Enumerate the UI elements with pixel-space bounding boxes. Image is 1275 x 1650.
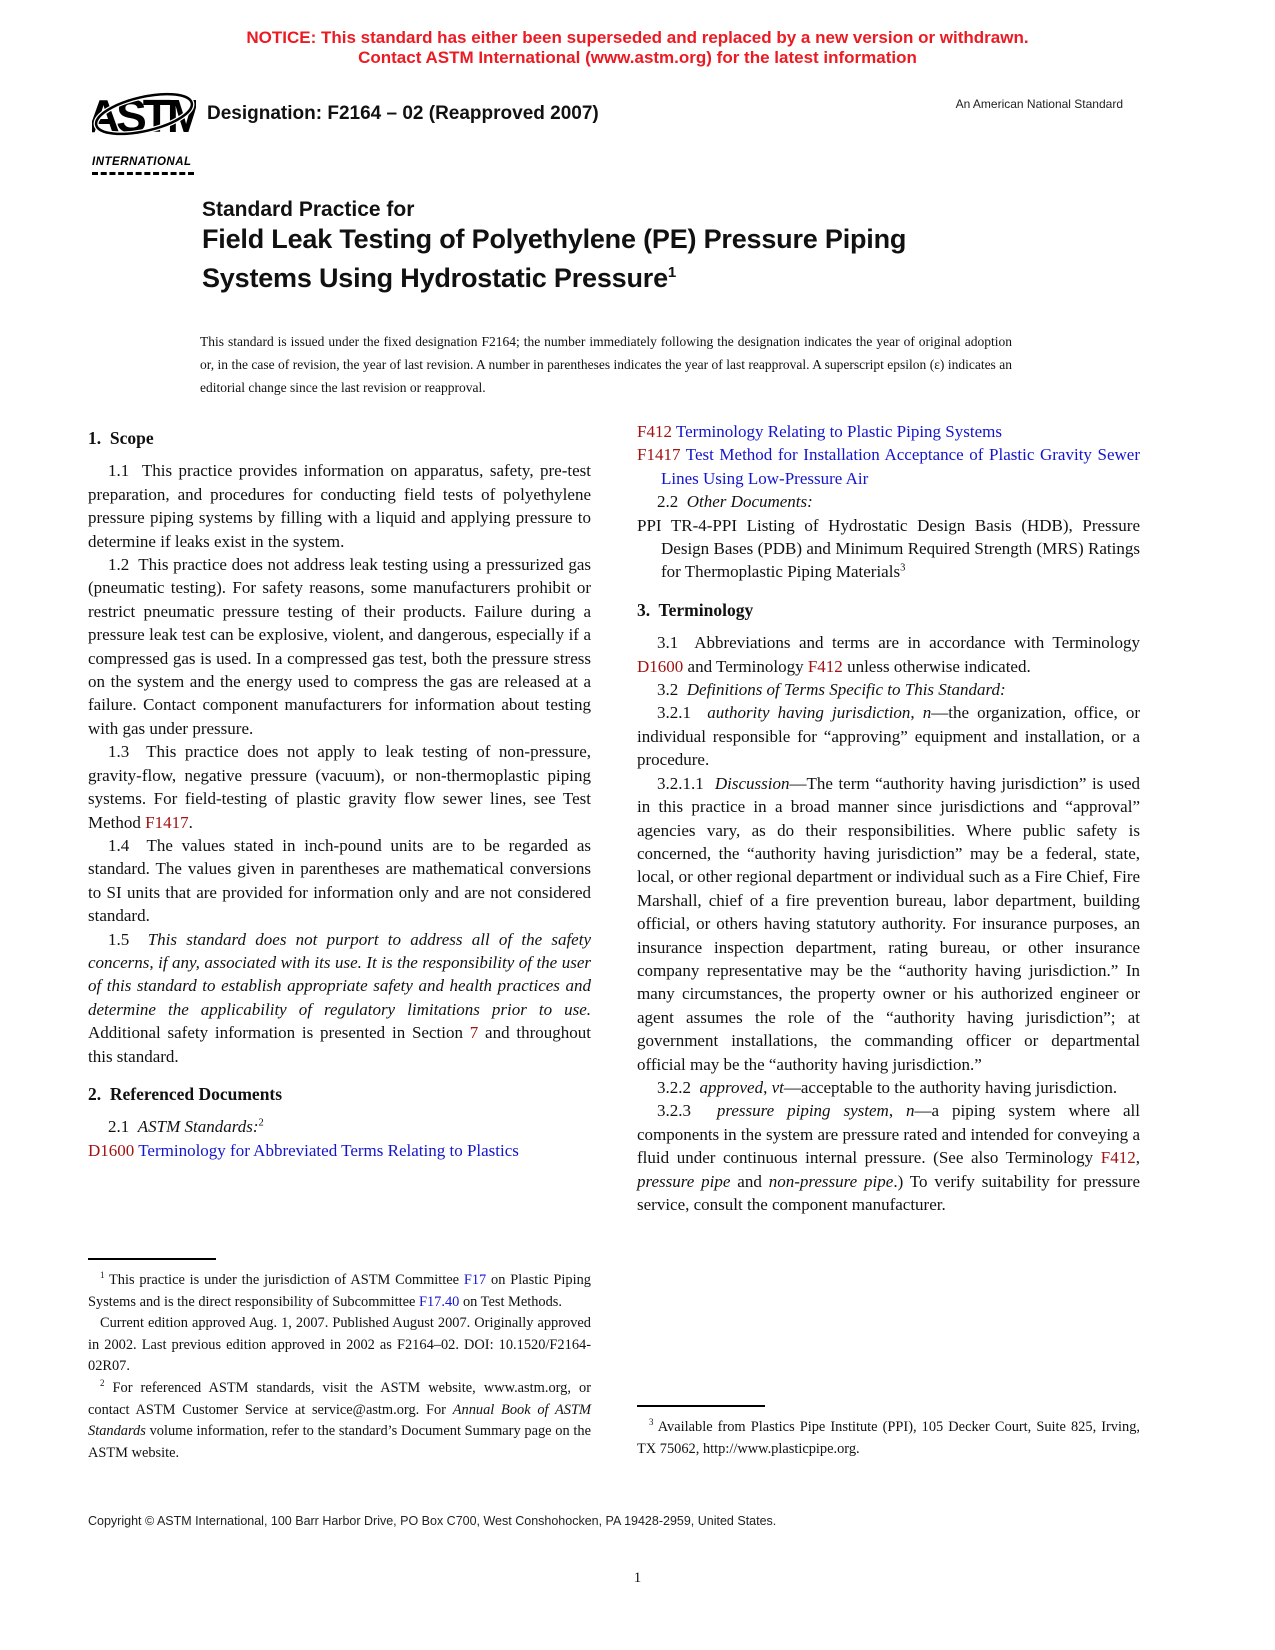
text-segment: , bbox=[763, 1077, 772, 1097]
text-segment: , bbox=[1135, 1148, 1140, 1168]
title-line-1: Field Leak Testing of Polyethylene (PE) Pressure Piping bbox=[202, 224, 907, 254]
text-segment: n bbox=[906, 1101, 915, 1121]
astm-logo-dash-rule bbox=[92, 172, 194, 175]
paragraph bbox=[637, 701, 1140, 771]
paragraph bbox=[637, 514, 1140, 584]
reference-link[interactable]: Terminology for Abbreviated Terms Relating to Plastics bbox=[134, 1140, 519, 1160]
reference-link[interactable]: F1417 bbox=[637, 445, 681, 465]
paragraph bbox=[637, 772, 1140, 1076]
page-number: 1 bbox=[633, 1570, 642, 1586]
text-segment: Other Documents: bbox=[686, 492, 813, 512]
text-segment: , bbox=[888, 1101, 906, 1121]
section-heading: 1. Scope bbox=[88, 428, 154, 448]
footnotes-right-body bbox=[637, 1417, 1140, 1460]
text-segment: 3.2.2 bbox=[657, 1077, 700, 1097]
title-line-2 bbox=[202, 256, 1032, 295]
text-segment: For referenced ASTM standards, visit the ASTM website, www.astm.org, or contact ASTM Customer Service at service@astm.org. For bbox=[88, 1379, 591, 1418]
reference-link[interactable]: F412 bbox=[807, 656, 843, 676]
text-segment: —The term “authority having jurisdiction” is used in this practice in a broad manner since jurisdictions and “approval” agencies vary, as do their responsibilities. Where public safety is concerned, the “authority having jurisdiction” may be a federal, state, local, or other regional department or individual such as a Fire Chief, Fire Marshall, chief of a fire prevention bureau, labor department, building official, or others having statutory authority. For insurance purposes, an insurance inspection department, rating bureau, or other insurance company representative may be the “authority having jurisdiction.” In many circumstances, the property owner or his authorized engineer or agent assumes the role of the “authority having jurisdiction”; at government installations, the commanding officer or departmental official may be the “authority having jurisdiction.” bbox=[637, 773, 1140, 1074]
text-segment: 3.2.1.1 bbox=[657, 773, 715, 793]
text-segment: non-pressure pipe bbox=[768, 1171, 894, 1191]
paragraph bbox=[637, 1417, 1140, 1460]
text-segment: approved bbox=[699, 1077, 764, 1097]
text-segment: .) To verify suitability for pressure service, consult the component manufacturer. bbox=[637, 1171, 1141, 1214]
notice-line-1: NOTICE: This standard has either been superseded and replaced by a new version or withdrawn. bbox=[246, 28, 1029, 47]
paragraph bbox=[88, 1115, 591, 1138]
reference-link[interactable]: F412 bbox=[1100, 1148, 1136, 1168]
section-heading: 3. Terminology bbox=[637, 599, 754, 620]
text-segment: 1.5 bbox=[108, 929, 148, 949]
footnotes-left-body bbox=[88, 1270, 591, 1464]
text-segment: and throughout this standard. bbox=[88, 1023, 591, 1066]
paragraph bbox=[637, 490, 1140, 513]
text-segment: ASTM Standards: bbox=[137, 1117, 259, 1137]
astm-logo-letters: ASTM bbox=[92, 90, 196, 142]
reference-link[interactable]: Test Method for Installation Acceptance of Plastic Gravity Sewer Lines Using Low-Pressure Air bbox=[661, 445, 1140, 488]
text-segment: and bbox=[730, 1171, 769, 1191]
text-segment: on Test Methods. bbox=[459, 1293, 563, 1310]
issue-note: This standard is issued under the fixed designation F2164; the number immediately following the designation indicates the year of original adoption or, in the case of revision, the year of last revision. A number in parentheses indicates the year of last reapproval. A superscript epsilon (ε) indicates an editorial change since the last revision or reapproval. bbox=[200, 334, 1012, 395]
text-segment: 1.3 This practice does not apply to leak testing of non-pressure, gravity-flow, negative pressure (vacuum), or non-thermoplastic piping systems. For field-testing of plastic gravity flow sewer lines, see Test Method bbox=[88, 742, 591, 832]
text-segment: , bbox=[910, 703, 923, 723]
reference-link[interactable]: Terminology Relating to Plastic Piping Systems bbox=[671, 422, 1002, 441]
designation-heading: Designation: F2164 – 02 (Reapproved 2007) bbox=[207, 103, 599, 124]
paragraph bbox=[637, 631, 1140, 678]
text-segment: 2 bbox=[258, 1117, 264, 1129]
document-title bbox=[202, 197, 1032, 295]
paragraph bbox=[88, 1270, 591, 1313]
astm-logo-graphic bbox=[92, 80, 196, 150]
paragraph bbox=[88, 928, 591, 1068]
text-segment: . bbox=[188, 812, 193, 832]
paragraph bbox=[637, 1099, 1140, 1216]
text-segment: 3.2 bbox=[657, 680, 687, 700]
title-kicker: Standard Practice for bbox=[202, 198, 415, 221]
ansi-label: An American National Standard bbox=[955, 97, 1123, 111]
text-segment: This standard does not purport to address all of the safety concerns, if any, associated with its use. It is the responsibility of the user of this standard to establish appropriate safety and health practices and determine the applicability of regulatory limitations prior to use. bbox=[88, 929, 591, 1019]
reference-link[interactable]: F412 bbox=[637, 422, 672, 441]
text-segment: 3.2.1 bbox=[657, 703, 708, 723]
text-segment: Discussion bbox=[714, 773, 790, 793]
text-segment: pressure piping system bbox=[716, 1101, 889, 1121]
footnotes-right bbox=[637, 1405, 1140, 1460]
paragraph bbox=[88, 553, 591, 740]
footnote-rule bbox=[88, 1258, 216, 1260]
text-segment: Annual Book of ASTM Standards bbox=[88, 1401, 591, 1440]
reference-link[interactable]: F17 bbox=[463, 1272, 487, 1288]
paragraph bbox=[88, 1139, 591, 1162]
paragraph bbox=[88, 834, 591, 928]
astm-logo bbox=[92, 80, 200, 175]
paragraph bbox=[88, 1313, 591, 1378]
section-heading: 2. Referenced Documents bbox=[88, 1083, 283, 1104]
paragraph bbox=[637, 420, 1140, 443]
text-segment: 2.2 bbox=[657, 492, 687, 512]
text-segment: PPI TR-4-PPI Listing of Hydrostatic Design Basis (HDB), Pressure Design Bases (PDB) and Minimum Required Strength (MRS) Ratings for Thermoplastic Piping Materials bbox=[637, 515, 1140, 582]
text-segment: vt bbox=[771, 1077, 784, 1097]
text-segment: and Terminology bbox=[683, 656, 808, 676]
right-column bbox=[637, 420, 1140, 1216]
paragraph bbox=[637, 443, 1140, 490]
paragraph bbox=[637, 678, 1140, 701]
paragraph bbox=[637, 1076, 1140, 1099]
footnotes-left bbox=[88, 1258, 591, 1464]
text-segment: 3.1 Abbreviations and terms are in accordance with Terminology bbox=[657, 633, 1140, 653]
reference-link[interactable]: F1417 bbox=[145, 812, 189, 832]
copyright-line: Copyright © ASTM International, 100 Barr Harbor Drive, PO Box C700, West Conshohocken, PA 19428-2959, United States. bbox=[88, 1514, 777, 1528]
text-segment: 1.1 This practice provides information on apparatus, safety, pre-test preparation, and procedures for conducting field tests of polyethylene pressure piping systems by filling with a liquid and applying pressure to determine if leaks exist in the system. bbox=[88, 461, 591, 551]
text-segment: 3 bbox=[649, 1417, 654, 1428]
text-segment: 1.2 This practice does not address leak testing using a pressurized gas (pneumatic testing). For safety reasons, some manufacturers prohibit or restrict pneumatic pressure testing of their products. Failure during a pressure leak test can be explosive, violent, and dangerous, especially if a compressed gas is used. In a compressed gas test, both the pressure stress on the system and the energy used to compress the gas are released at a failure. Contact component manufacturers for information about testing with gas under pressure. bbox=[88, 555, 591, 738]
reference-link[interactable]: D1600 bbox=[88, 1140, 135, 1160]
left-column bbox=[88, 420, 591, 1162]
text-segment: Current edition approved Aug. 1, 2007. Published August 2007. Originally approved in 2002. Last previous edition approved in 2002 as F2164–02. DOI: 10.1520/F2164-02R07. bbox=[88, 1315, 591, 1375]
paragraph bbox=[88, 740, 591, 834]
reference-link[interactable]: D1600 bbox=[637, 656, 684, 676]
reference-link[interactable]: F17.40 bbox=[418, 1293, 460, 1310]
text-segment: 2 bbox=[100, 1378, 105, 1389]
text-segment: Additional safety information is presented in Section bbox=[88, 1023, 470, 1043]
reference-link[interactable]: 7 bbox=[469, 1023, 479, 1043]
text-segment: This practice is under the jurisdiction of ASTM Committee bbox=[104, 1272, 464, 1288]
paragraph bbox=[88, 1378, 591, 1464]
text-segment: —acceptable to the authority having jurisdiction. bbox=[783, 1077, 1118, 1097]
astm-logo-international-label: INTERNATIONAL bbox=[92, 156, 192, 168]
footnote-rule bbox=[637, 1405, 765, 1407]
text-segment: volume information, refer to the standard’s Document Summary page on the ASTM website. bbox=[88, 1423, 591, 1461]
text-segment: n bbox=[922, 703, 932, 723]
title-line-2-text: Systems Using Hydrostatic Pressure bbox=[202, 263, 668, 293]
text-segment: on Plastic Piping Systems and is the direct responsibility of Subcommittee bbox=[88, 1272, 591, 1310]
paragraph bbox=[88, 459, 591, 553]
text-segment: Definitions of Terms Specific to This Standard: bbox=[686, 680, 1006, 700]
text-segment: 1 bbox=[100, 1270, 105, 1281]
notice-line-2: Contact ASTM International (www.astm.org) for the latest information bbox=[358, 48, 917, 67]
text-segment: —a piping system where all components in the system are pressure rated and intended for conveying a fluid under continuous internal pressure. (See also Terminology bbox=[637, 1101, 1140, 1168]
text-segment: Available from Plastics Pipe Institute (PPI), 105 Decker Court, Suite 825, Irving, TX 75062, http://www.plasticpipe.org. bbox=[637, 1419, 1140, 1457]
text-segment: —the organization, office, or individual responsible for “approving” equipment and installation, or a procedure. bbox=[637, 703, 1141, 770]
title-footnote-marker: 1 bbox=[667, 264, 677, 281]
text-segment: 3.2.3 bbox=[657, 1101, 717, 1121]
text-segment: unless otherwise indicated. bbox=[842, 656, 1031, 676]
text-segment: 2.1 bbox=[108, 1117, 138, 1137]
text-segment: 3 bbox=[900, 562, 906, 574]
notice-banner bbox=[0, 28, 1275, 68]
text-segment: pressure pipe bbox=[637, 1171, 731, 1191]
text-segment: 1.4 The values stated in inch-pound units are to be regarded as standard. The values given in parentheses are mathematical conversions to SI units that are provided for information only and are not considered standard. bbox=[88, 835, 591, 926]
text-segment: authority having jurisdiction bbox=[707, 703, 911, 723]
